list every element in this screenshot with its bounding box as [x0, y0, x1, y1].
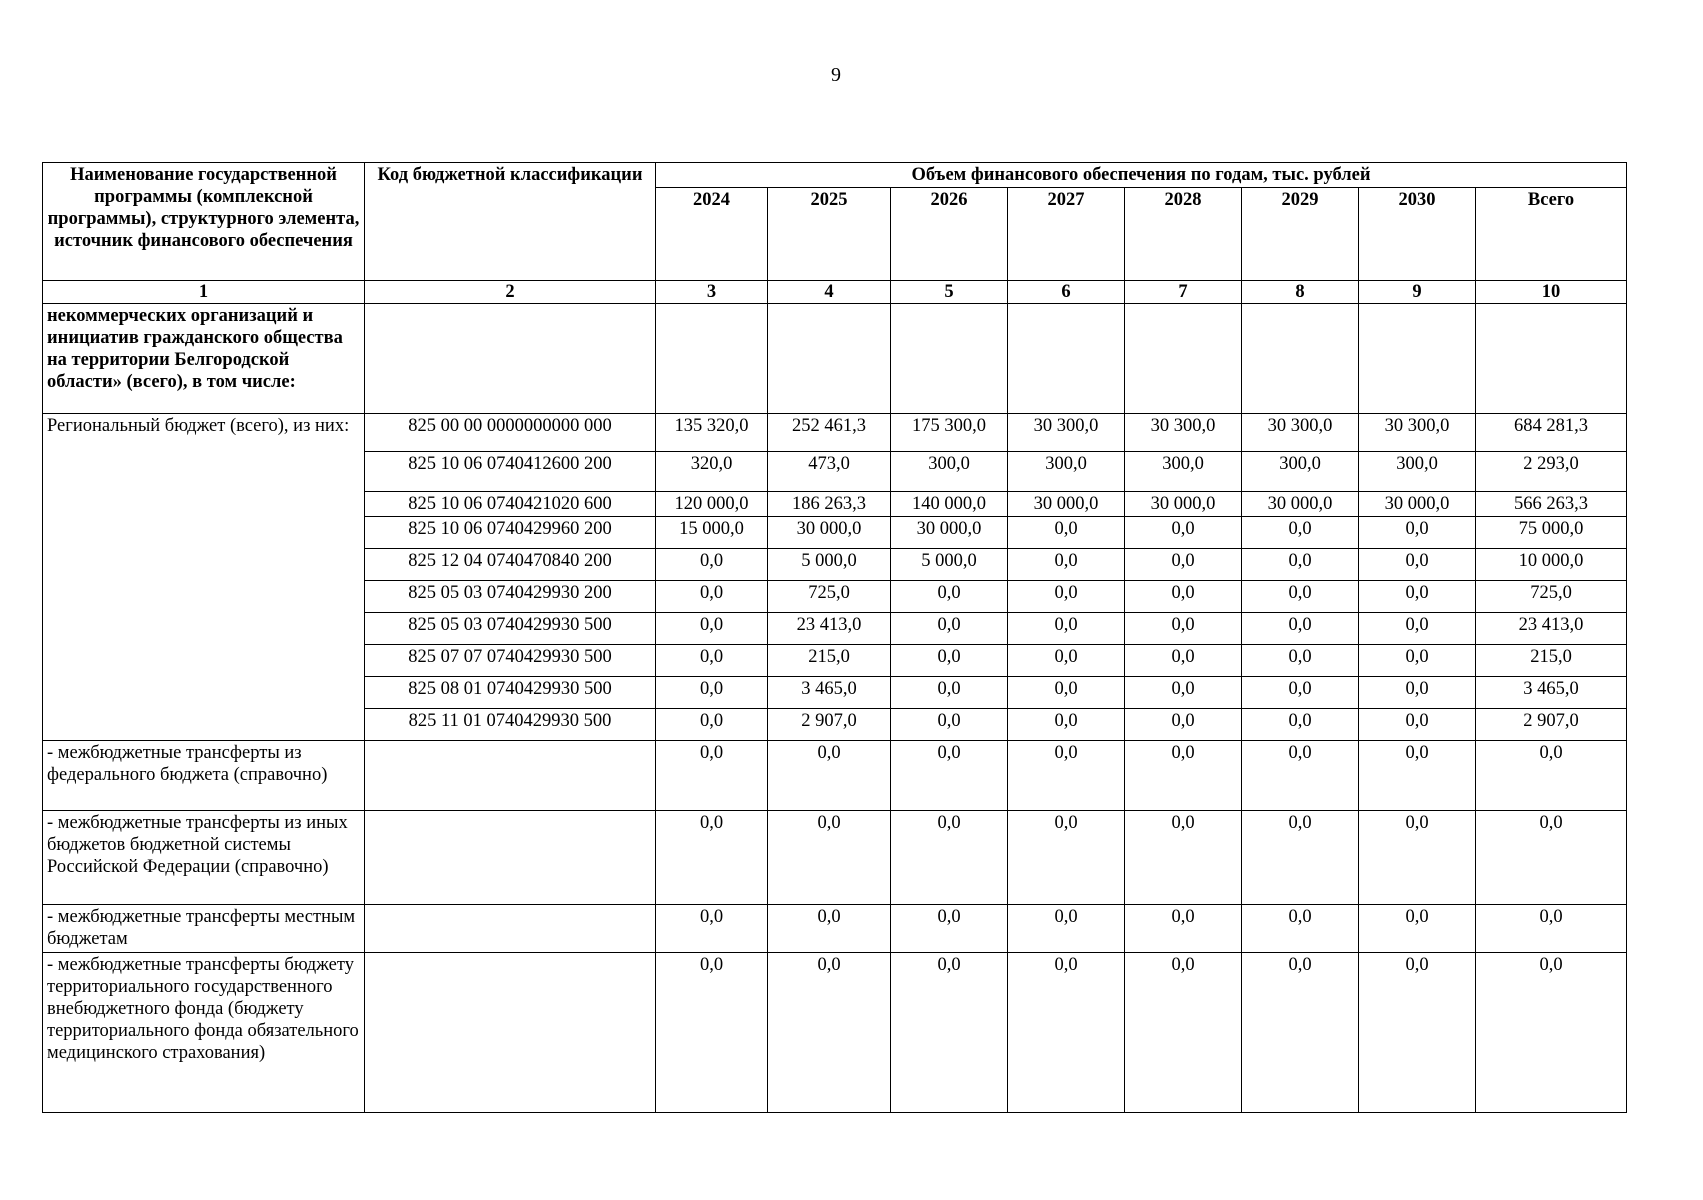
- year-value: 0,0: [1008, 953, 1125, 1113]
- transfer-row: [43, 811, 1627, 905]
- regional-budget-name: Региональный бюджет (всего), из них:: [43, 414, 365, 741]
- year-value: 0,0: [1359, 549, 1476, 581]
- total-value: 215,0: [1476, 645, 1627, 677]
- empty-cell: [768, 304, 891, 414]
- transfer-row: [43, 905, 1627, 953]
- year-value: 320,0: [656, 452, 768, 492]
- year-value: 135 320,0: [656, 414, 768, 452]
- year-value: 120 000,0: [656, 492, 768, 517]
- empty-cell: [656, 304, 768, 414]
- header-row: [43, 163, 1627, 188]
- total-value: 0,0: [1476, 811, 1627, 905]
- year-value: 252 461,3: [768, 414, 891, 452]
- year-value: 0,0: [891, 905, 1008, 953]
- budget-code: 825 00 00 0000000000 000: [365, 414, 656, 452]
- year-value: 30 300,0: [1008, 414, 1125, 452]
- year-value: 725,0: [768, 581, 891, 613]
- budget-code: 825 10 06 0740421020 600: [365, 492, 656, 517]
- empty-cell: [891, 304, 1008, 414]
- year-value: 0,0: [768, 905, 891, 953]
- year-value: 0,0: [891, 709, 1008, 741]
- year-value: 0,0: [1242, 517, 1359, 549]
- budget-code: [365, 741, 656, 811]
- year-value: 0,0: [1008, 549, 1125, 581]
- empty-cell: [1242, 304, 1359, 414]
- year-value: 0,0: [768, 811, 891, 905]
- total-value: 3 465,0: [1476, 677, 1627, 709]
- year-value: 0,0: [1242, 645, 1359, 677]
- year-value: 0,0: [1125, 905, 1242, 953]
- budget-code: [365, 811, 656, 905]
- column-number: 2: [365, 281, 656, 304]
- empty-cell: [1008, 304, 1125, 414]
- header-year: 2025: [768, 188, 891, 281]
- year-value: 0,0: [1359, 905, 1476, 953]
- empty-cell: [365, 304, 656, 414]
- header-year: 2027: [1008, 188, 1125, 281]
- transfer-name: - межбюджетные трансферты из иных бюджетов бюджетной системы Российской Федерации (справочно): [43, 811, 365, 905]
- year-value: 0,0: [1125, 581, 1242, 613]
- total-value: 566 263,3: [1476, 492, 1627, 517]
- column-number: 1: [43, 281, 365, 304]
- empty-cell: [1359, 304, 1476, 414]
- budget-code: 825 08 01 0740429930 500: [365, 677, 656, 709]
- year-value: 0,0: [1125, 645, 1242, 677]
- year-value: 300,0: [1359, 452, 1476, 492]
- year-value: 0,0: [656, 709, 768, 741]
- empty-cell: [1476, 304, 1627, 414]
- year-value: 0,0: [1125, 741, 1242, 811]
- year-value: 0,0: [1359, 677, 1476, 709]
- year-value: 0,0: [1008, 645, 1125, 677]
- transfer-name: - межбюджетные трансферты местным бюджетам: [43, 905, 365, 953]
- total-value: 684 281,3: [1476, 414, 1627, 452]
- year-value: 0,0: [891, 613, 1008, 645]
- header-year: 2026: [891, 188, 1008, 281]
- year-value: 0,0: [891, 953, 1008, 1113]
- budget-code: 825 12 04 0740470840 200: [365, 549, 656, 581]
- year-value: 0,0: [1008, 517, 1125, 549]
- empty-cell: [1125, 304, 1242, 414]
- year-value: 186 263,3: [768, 492, 891, 517]
- year-value: 0,0: [1008, 811, 1125, 905]
- budget-code: 825 05 03 0740429930 200: [365, 581, 656, 613]
- year-value: 0,0: [768, 953, 891, 1113]
- total-value: 23 413,0: [1476, 613, 1627, 645]
- year-value: 2 907,0: [768, 709, 891, 741]
- year-value: 0,0: [1242, 953, 1359, 1113]
- year-value: 0,0: [1125, 613, 1242, 645]
- column-number: 6: [1008, 281, 1125, 304]
- year-value: 215,0: [768, 645, 891, 677]
- year-value: 30 000,0: [1242, 492, 1359, 517]
- year-value: 0,0: [1125, 677, 1242, 709]
- year-value: 0,0: [1359, 581, 1476, 613]
- year-value: 0,0: [1125, 517, 1242, 549]
- budget-table: [42, 162, 1627, 1113]
- column-number: 8: [1242, 281, 1359, 304]
- year-value: 300,0: [1008, 452, 1125, 492]
- year-value: 0,0: [656, 741, 768, 811]
- year-value: 0,0: [1359, 953, 1476, 1113]
- budget-code: 825 07 07 0740429930 500: [365, 645, 656, 677]
- year-value: 0,0: [1242, 549, 1359, 581]
- year-value: 30 000,0: [1125, 492, 1242, 517]
- budget-code: [365, 905, 656, 953]
- program-name: некоммерческих организаций и инициатив гражданского общества на территории Белгородской области» (всего), в том числе:: [43, 304, 365, 414]
- year-value: 0,0: [1359, 741, 1476, 811]
- year-value: 0,0: [656, 645, 768, 677]
- year-value: 0,0: [768, 741, 891, 811]
- program-row: [43, 304, 1627, 414]
- budget-code: [365, 953, 656, 1113]
- year-value: 300,0: [1125, 452, 1242, 492]
- year-value: 0,0: [891, 645, 1008, 677]
- header-year: 2024: [656, 188, 768, 281]
- regional-budget-row: [43, 414, 1627, 452]
- year-value: 5 000,0: [891, 549, 1008, 581]
- column-number: 5: [891, 281, 1008, 304]
- total-value: 725,0: [1476, 581, 1627, 613]
- year-value: 0,0: [1008, 613, 1125, 645]
- transfer-name: - межбюджетные трансферты из федерального бюджета (справочно): [43, 741, 365, 811]
- year-value: 0,0: [891, 741, 1008, 811]
- year-value: 0,0: [1359, 517, 1476, 549]
- transfer-row: [43, 741, 1627, 811]
- year-value: 0,0: [1008, 581, 1125, 613]
- year-value: 0,0: [1242, 613, 1359, 645]
- column-number: 7: [1125, 281, 1242, 304]
- transfer-name: - межбюджетные трансферты бюджету территориального государственного внебюджетного фонда (бюджету территориального фонда обязательного медицинского страхования): [43, 953, 365, 1113]
- year-value: 0,0: [891, 811, 1008, 905]
- year-value: 30 000,0: [891, 517, 1008, 549]
- year-value: 0,0: [656, 677, 768, 709]
- year-value: 0,0: [656, 581, 768, 613]
- column-number: 9: [1359, 281, 1476, 304]
- header-year: 2029: [1242, 188, 1359, 281]
- year-value: 140 000,0: [891, 492, 1008, 517]
- year-value: 30 000,0: [1359, 492, 1476, 517]
- header-code-col: Код бюджетной классификации: [365, 163, 656, 281]
- year-value: 0,0: [1008, 741, 1125, 811]
- header-year: 2028: [1125, 188, 1242, 281]
- year-value: 23 413,0: [768, 613, 891, 645]
- year-value: 0,0: [1125, 811, 1242, 905]
- year-value: 30 300,0: [1125, 414, 1242, 452]
- year-value: 0,0: [1125, 709, 1242, 741]
- page-number: 9: [831, 64, 841, 86]
- total-value: 75 000,0: [1476, 517, 1627, 549]
- year-value: 5 000,0: [768, 549, 891, 581]
- header-funding-group: Объем финансового обеспечения по годам, тыс. рублей: [656, 163, 1627, 188]
- year-value: 0,0: [656, 613, 768, 645]
- year-value: 0,0: [1242, 905, 1359, 953]
- year-value: 30 000,0: [768, 517, 891, 549]
- column-number: 4: [768, 281, 891, 304]
- year-value: 300,0: [891, 452, 1008, 492]
- column-number: 10: [1476, 281, 1627, 304]
- year-value: 0,0: [891, 581, 1008, 613]
- year-value: 0,0: [656, 905, 768, 953]
- year-value: 0,0: [656, 953, 768, 1113]
- column-number: 3: [656, 281, 768, 304]
- header-year: 2030: [1359, 188, 1476, 281]
- table-body: [43, 304, 1627, 1113]
- total-value: 2 907,0: [1476, 709, 1627, 741]
- year-value: 0,0: [1242, 677, 1359, 709]
- total-value: 0,0: [1476, 905, 1627, 953]
- year-value: 0,0: [1359, 645, 1476, 677]
- header-name-col: Наименование государственной программы (комплексной программы), структурного элемента, источник финансового обеспечения: [43, 163, 365, 281]
- column-number-row: [43, 281, 1627, 304]
- budget-code: 825 10 06 0740429960 200: [365, 517, 656, 549]
- year-value: 0,0: [656, 549, 768, 581]
- header-total: Всего: [1476, 188, 1627, 281]
- year-value: 0,0: [1008, 677, 1125, 709]
- budget-code: 825 10 06 0740412600 200: [365, 452, 656, 492]
- year-value: 0,0: [1242, 741, 1359, 811]
- year-value: 175 300,0: [891, 414, 1008, 452]
- year-value: 0,0: [1125, 953, 1242, 1113]
- total-value: 2 293,0: [1476, 452, 1627, 492]
- year-value: 30 000,0: [1008, 492, 1125, 517]
- year-value: 0,0: [1008, 709, 1125, 741]
- year-value: 0,0: [1242, 811, 1359, 905]
- year-value: 0,0: [1242, 709, 1359, 741]
- year-value: 300,0: [1242, 452, 1359, 492]
- year-value: 0,0: [1359, 811, 1476, 905]
- year-value: 0,0: [1359, 613, 1476, 645]
- year-value: 0,0: [1008, 905, 1125, 953]
- budget-code: 825 11 01 0740429930 500: [365, 709, 656, 741]
- year-value: 0,0: [1359, 709, 1476, 741]
- year-value: 30 300,0: [1359, 414, 1476, 452]
- transfer-row: [43, 953, 1627, 1113]
- year-value: 15 000,0: [656, 517, 768, 549]
- year-value: 3 465,0: [768, 677, 891, 709]
- total-value: 0,0: [1476, 741, 1627, 811]
- budget-code: 825 05 03 0740429930 500: [365, 613, 656, 645]
- year-value: 30 300,0: [1242, 414, 1359, 452]
- total-value: 10 000,0: [1476, 549, 1627, 581]
- year-value: 473,0: [768, 452, 891, 492]
- year-value: 0,0: [1242, 581, 1359, 613]
- year-value: 0,0: [891, 677, 1008, 709]
- total-value: 0,0: [1476, 953, 1627, 1113]
- year-value: 0,0: [1125, 549, 1242, 581]
- year-value: 0,0: [656, 811, 768, 905]
